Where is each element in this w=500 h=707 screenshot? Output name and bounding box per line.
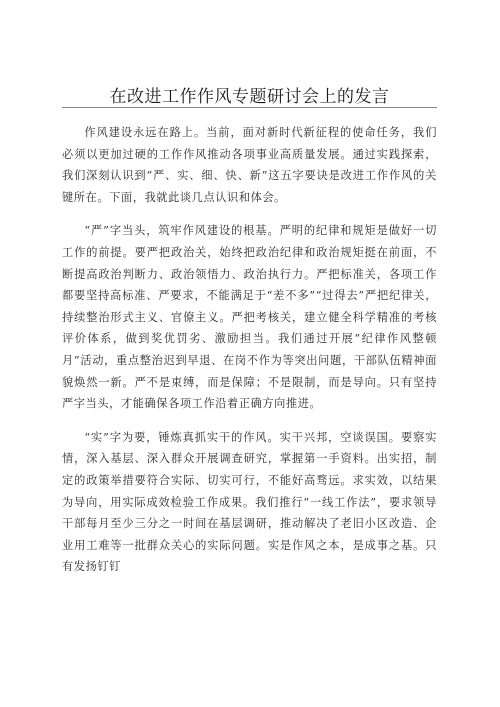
paragraph-strict: “严”字当头，筑牢作风建设的根基。严明的纪律和规矩是做好一切工作的前提。要严把政治关，始终把政治纪律和政治规矩挺在前面，不断提高政治判断力、政治领悟力、政治执行力。严把标准关，各项工作都要坚持高标准、严要求，不能满足于“差不多”“过得去”严把纪律关，持续整治形式主义、官僚主义。严把考核关，建立健全科学精准的考核评价体系，做到奖优罚劣、激励担当。我们通过开展“纪律作风整顿月”活动，重点整治迟到早退、在岗不作为等突出问题，干部队伍精神面貌焕然一新。严不是束缚，而是保障；不是限制，而是导向。只有坚持严字当头，才能确保各项工作沿着正确方向推进。: [62, 224, 437, 411]
paragraph-intro: 作风建设永远在路上。当前，面对新时代新征程的使命任务，我们必须以更加过硬的工作作风推动各项事业高质量发展。通过实践探索，我们深刻认识到“严、实、细、快、新”这五字要诀是改进工作作风的关键所在。下面，我就此谈几点认识和体会。: [62, 126, 437, 204]
document-title: 在改进工作作风专题研讨会上的发言: [109, 87, 390, 107]
title-underline: [62, 107, 437, 108]
paragraph-practical: “实”字为要，锤炼真抓实干的作风。实干兴邦，空谈误国。要察实情，深入基层、深入群众开展调查研究，掌握第一手资料。出实招，制定的政策举措要符合实际、切实可行，不能好高骛远。求实效，以结果为导向，用实际成效检验工作成果。我们推行“一线工作法”，要求领导干部每月至少三分之一时间在基层调研，推动解决了老旧小区改造、企业用工难等一批群众关心的实际问题。实是作风之本，是成事之基。只有发扬钉钉: [62, 430, 437, 574]
document-body: [62, 122, 437, 590]
